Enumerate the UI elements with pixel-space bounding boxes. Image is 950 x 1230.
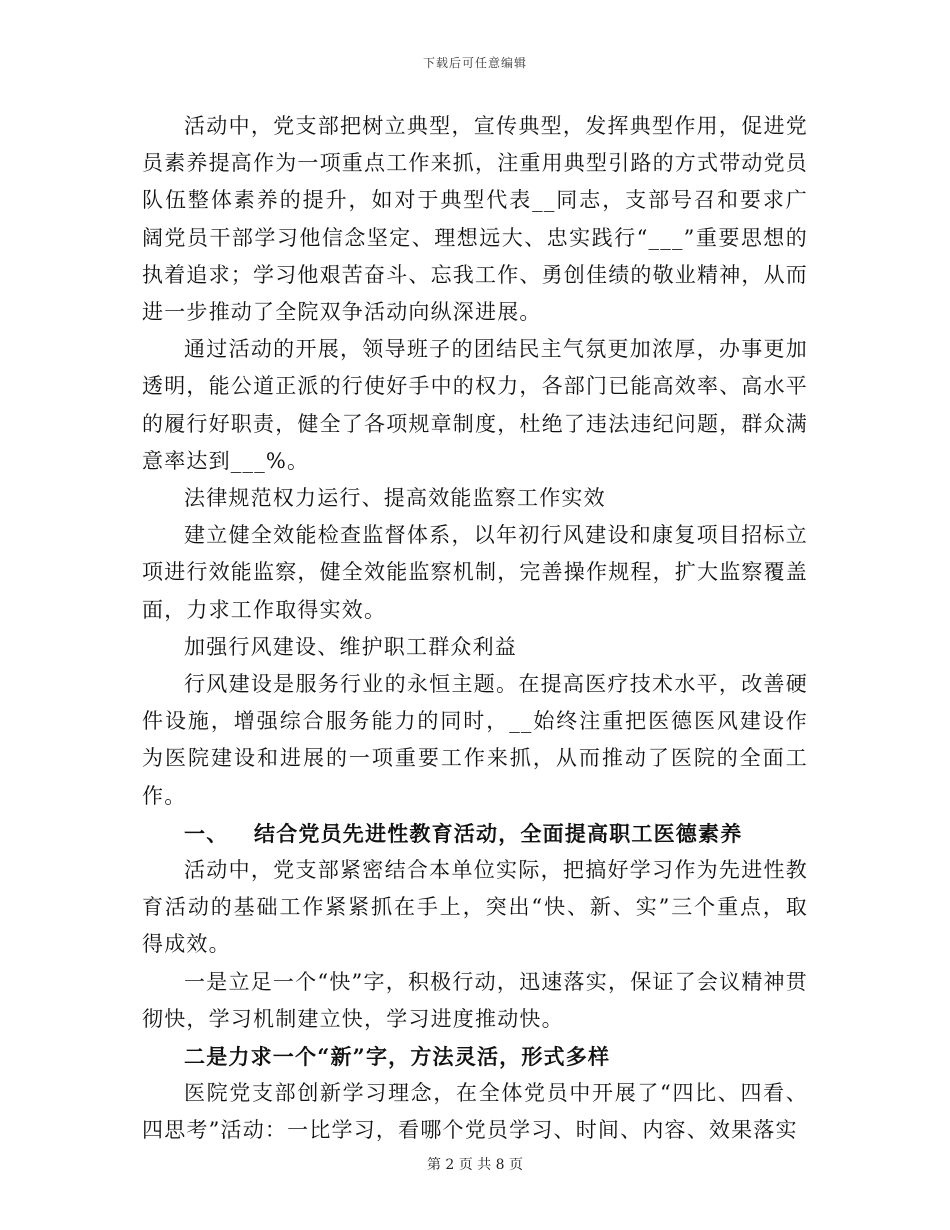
paragraph-activity-results: 通过活动的开展，领导班子的团结民主气氛更加浓厚，办事更加透明，能公道正派的行使好手中的权力，各部门已能高效率、高水平的履行好职责，健全了各项规章制度，杜绝了违法违纪问题，群众满意率达到___%。: [142, 337, 808, 473]
subheading-conduct-building: 加强行风建设、维护职工群众利益: [184, 634, 517, 659]
subheading-new-principle: 二是力求一个“新”字，方法灵活，形式多样: [184, 1044, 611, 1070]
paragraph-innovation-activity: 医院党支部创新学习理念，在全体党员中开展了“四比、四看、四思考”活动：一比学习，看哪个党员学习、时间、内容、效果落实: [142, 1081, 808, 1143]
section-title: 结合党员先进性教育活动，全面提高职工医德素养: [254, 820, 743, 846]
paragraph-study-focus: 活动中，党支部紧密结合本单位实际，把搞好学习作为先进性教育活动的基础工作紧紧抓在手上，突出“快、新、实”三个重点，取得成效。: [142, 858, 808, 957]
page-footer-number: 第 2 页 共 8 页: [426, 1157, 524, 1173]
paragraph-efficiency-supervision: 建立健全效能检查监督体系，以年初行风建设和康复项目招标立项进行效能监察，健全效能监察机制，完善操作规程，扩大监察覆盖面，力求工作取得实效。: [142, 523, 808, 622]
document-body: [142, 108, 808, 1150]
page-header-note: 下载后可任意编辑: [422, 56, 527, 70]
subheading-power-regulation: 法律规范权力运行、提高效能监察工作实效: [184, 486, 606, 511]
section-number: 一、: [184, 820, 229, 846]
paragraph-service-theme: 行风建设是服务行业的永恒主题。在提高医疗技术水平，改善硬件设施，增强综合服务能力的同时，__始终注重把医德医风建设作为医院建设和进展的一项重要工作来抓，从而推动了医院的全面工作。: [142, 672, 808, 808]
paragraph-typical-models: 活动中，党支部把树立典型，宣传典型，发挥典型作用，促进党员素养提高作为一项重点工作来抓，注重用典型引路的方式带动党员队伍整体素养的提升，如对于典型代表__同志，支部号召和要求广阔党员干部学习他信念坚定、理想远大、忠实践行“___”重要思想的执着追求；学习他艰苦奋斗、忘我工作、勇创佳绩的敬业精神，从而进一步推动了全院双争活动向纵深进展。: [142, 114, 808, 325]
section-heading-one: [142, 815, 808, 852]
paragraph-fast-principle: 一是立足一个“快”字，积极行动，迅速落实，保证了会议精神贯彻快，学习机制建立快，学习进度推动快。: [142, 969, 808, 1031]
